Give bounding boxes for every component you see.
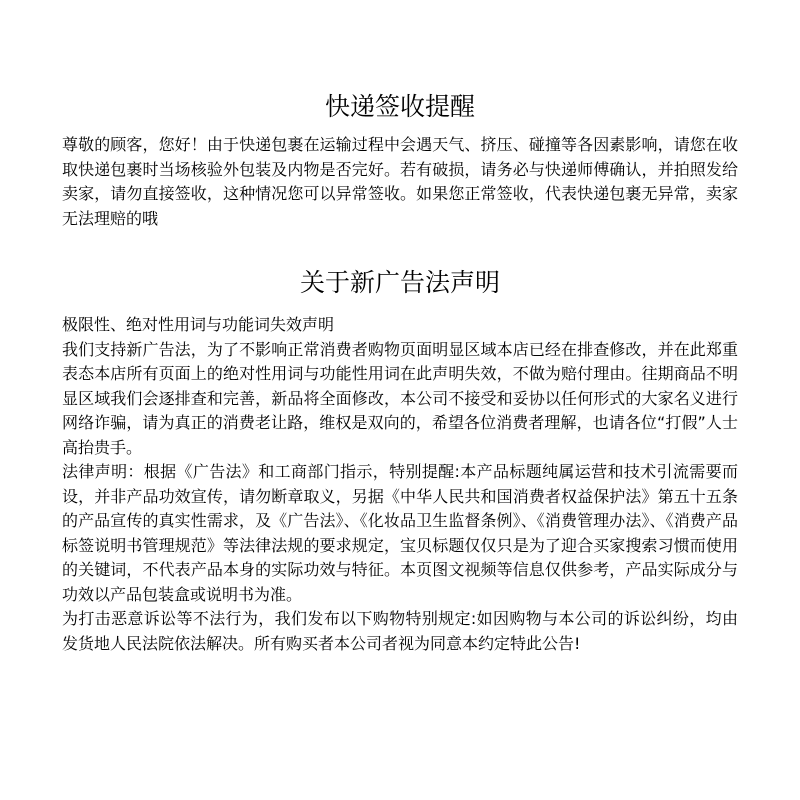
delivery-notice-body: [62, 133, 738, 231]
delivery-notice-title: 快递签收提醒: [324, 92, 475, 121]
statement-paragraph-litigation: 为打击恶意诉讼等不法行为，我们发布以下购物特别规定:如因购物与本公司的诉讼纠纷，均由发货地人民法院依法解决。所有购买者本公司者视为同意本约定特此公告!: [62, 609, 738, 653]
ad-law-statement-title: 关于新广告法声明: [299, 268, 500, 297]
delivery-notice-paragraph: 尊敬的顾客，您好！由于快递包裹在运输过程中会遇天气、挤压、碰撞等各因素影响，请您在收取快递包裹时当场核验外包装及内物是否完好。若有破损，请务必与快递师傅确认，并拍照发给卖家，请勿直接签收，这种情况您可以异常签收。如果您正常签收，代表快递包裹无异常，卖家无法理赔的哦: [62, 135, 738, 228]
statement-subtitle: 极限性、绝对性用词与功能词失效声明: [62, 315, 335, 334]
statement-paragraph-support: 我们支持新广告法，为了不影响正常消费者购物页面明显区域本店已经在排查修改，并在此郑重表态本店所有页面上的绝对性用词与功能性用词在此声明失效，不做为赔付理由。往期商品不明显区域我们会逐排查和完善，新品将全面修改，本公司不接受和妥协以任何形式的大家名义进行网络诈骗，请为真正的消费老让路，维权是双向的，希望各位消费者理解，也请各位“打假”人士高抬贵手。: [62, 339, 738, 457]
ad-law-statement-body: [62, 313, 738, 656]
statement-paragraph-legal: 法律声明：根据《广告法》和工商部门指示，特别提醒:本产品标题纯属运营和技术引流需要而设，并非产品功效宣传，请勿断章取义，另据《中华人民共和国消费者权益保护法》第五十五条的产品宣传的真实性需求，及《广告法》、《化妆品卫生监督条例》、《消费管理办法》、《消费产品标签说明书管理规范》等法律法规的要求规定，宝贝标题仅仅只是为了迎合买家搜索习惯而使用的关键词，不代表产品本身的实际功效与特征。本页图文视频等信息仅供参考，产品实际成分与功效以产品包装盒或说明书为准。: [62, 462, 738, 604]
